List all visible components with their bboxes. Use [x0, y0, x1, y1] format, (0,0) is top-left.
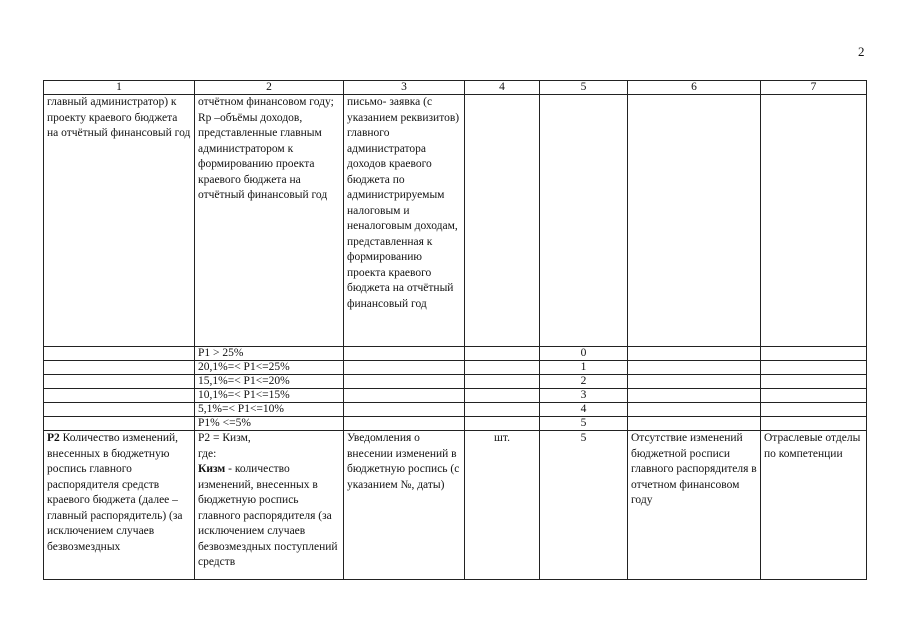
page-number: 2	[858, 44, 865, 59]
formula-definition	[198, 462, 340, 571]
column-header: 2	[195, 81, 344, 95]
criteria-row	[44, 361, 867, 375]
table-row-p2	[44, 431, 867, 580]
cell-empty	[761, 95, 867, 347]
indicator-table	[43, 80, 867, 580]
criteria-condition: 20,1%=< P1<=25%	[195, 361, 344, 375]
criteria-row	[44, 403, 867, 417]
formula-line: P2 = Кизм,	[198, 432, 251, 444]
criteria-condition: P1 > 25%	[195, 347, 344, 361]
criteria-row	[44, 375, 867, 389]
criteria-score: 1	[540, 361, 628, 375]
cell-formula-p2	[195, 431, 344, 580]
cell-source-continued: письмо- заявка (с указанием реквизитов) главного администратора доходов краевого бюджета по администрируемым налоговым и неналоговым доходам, представленная к формированию проекта краевого бюджета на отчётный финансовый год	[344, 95, 465, 347]
column-header: 1	[44, 81, 195, 95]
criteria-score: 4	[540, 403, 628, 417]
criteria-score: 3	[540, 389, 628, 403]
criteria-row	[44, 417, 867, 431]
cell-indicator-p2	[44, 431, 195, 580]
criteria-row	[44, 347, 867, 361]
criteria-condition: 10,1%=< P1<=15%	[195, 389, 344, 403]
cell-score-p2: 5	[540, 431, 628, 580]
formula-where: где:	[198, 447, 217, 460]
indicator-code: P2	[47, 432, 60, 444]
column-header: 5	[540, 81, 628, 95]
criteria-condition: 5,1%=< P1<=10%	[195, 403, 344, 417]
indicator-text: Количество изменений, внесенных в бюджетную роспись главного распорядителя средств краевого бюджета (далее – главный распорядитель) (за исключением случаев безвозмездных	[47, 432, 183, 553]
criteria-condition: 15,1%=< P1<=20%	[195, 375, 344, 389]
formula-variable-text: - количество изменений, внесенных в бюджетную роспись главного распорядителя (за исключением случаев безвозмездных поступлений средств	[198, 463, 338, 568]
cell-source-p2: Уведомления о внесении изменений в бюджетную роспись (с указанием №, даты)	[344, 431, 465, 580]
cell-responsible-p2: Отраслевые отделы по компетенции	[761, 431, 867, 580]
column-header: 3	[344, 81, 465, 95]
column-header: 4	[465, 81, 540, 95]
formula-variable: Кизм	[198, 463, 226, 475]
criteria-condition: P1% <=5%	[195, 417, 344, 431]
cell-empty	[628, 95, 761, 347]
criteria-score: 2	[540, 375, 628, 389]
cell-unit-p2: шт.	[465, 431, 540, 580]
criteria-row	[44, 389, 867, 403]
column-header: 6	[628, 81, 761, 95]
criteria-score: 5	[540, 417, 628, 431]
table-row	[44, 95, 867, 347]
column-header: 7	[761, 81, 867, 95]
cell-condition-p2: Отсутствие изменений бюджетной росписи главного распорядителя в отчетном финансовом году	[628, 431, 761, 580]
cell-indicator-continued: главный администратор) к проекту краевого бюджета на отчётный финансовый год	[44, 95, 195, 347]
criteria-score: 0	[540, 347, 628, 361]
cell-empty	[540, 95, 628, 347]
cell-empty	[465, 95, 540, 347]
header-row	[44, 81, 867, 95]
cell-formula-continued: отчётном финансовом году; Rp –объёмы доходов, представленные главным администратором к формированию проекта краевого бюджета на отчётный финансовый год	[195, 95, 344, 347]
